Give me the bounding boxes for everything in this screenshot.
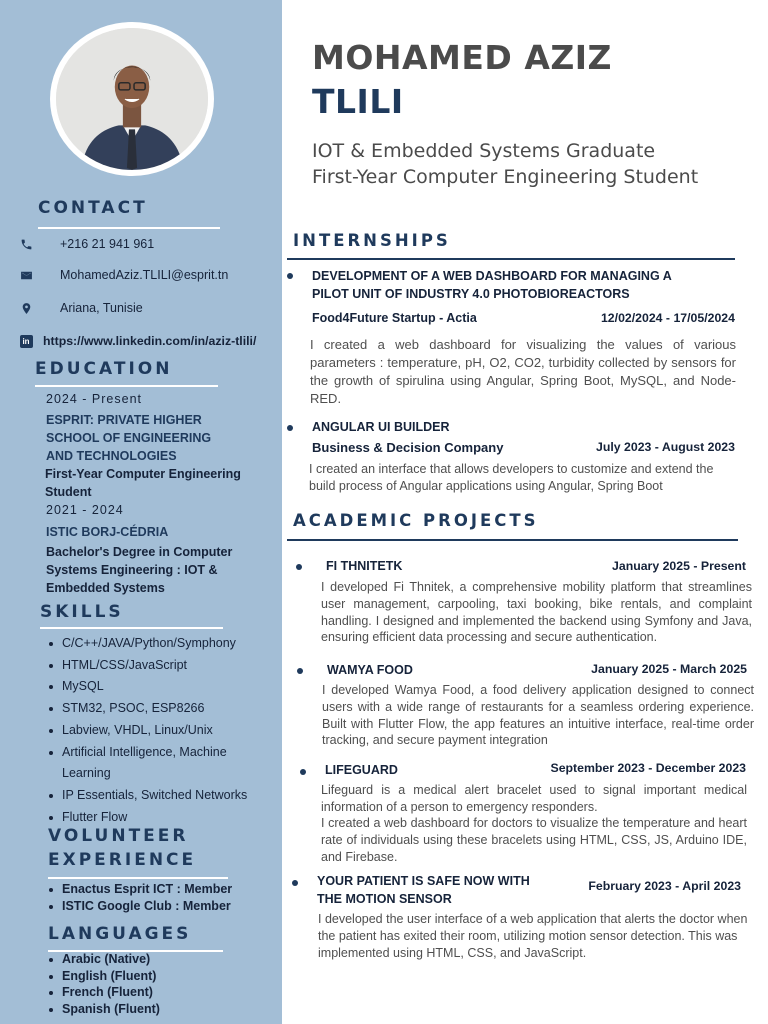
skill-item: Artificial Intelligence, Machine [48,742,273,764]
location-pin-icon [18,300,34,316]
languages-list [48,951,160,1017]
tagline-line-2: First-Year Computer Engineering Student [312,166,699,188]
skills-divider [40,627,223,629]
projects-heading: ACADEMIC PROJECTS [293,511,539,530]
education-period-2: 2021 - 2024 [46,503,124,517]
tagline [312,138,698,190]
email-text: MohamedAziz.TLILI@esprit.tn [60,268,229,282]
internship-2-description: I created an interface that allows developers to customize and extend the build process of Angular applications using Angular, Spring Boot [309,462,714,493]
phone-text: +216 21 941 961 [60,237,155,251]
mail-icon [18,267,34,283]
project-2-dates: January 2025 - March 2025 [591,662,747,676]
language-item: English (Fluent) [48,968,160,985]
volunteer-list [48,881,232,914]
projects-divider [287,539,738,541]
phone-icon [18,236,34,252]
contact-divider [38,227,220,229]
internship-1-description: I created a web dashboard for visualizing the values of various parameters : temperature, pH, O2, CO2, turbidity collected by sensors for the growth of spirulina using Angular, Spring Boot, MySQL, and Node-RED. [310,337,736,406]
internship-1-dates: 12/02/2024 - 17/05/2024 [600,311,735,325]
volunteer-item: ISTIC Google Club : Member [48,898,232,915]
language-item: Arabic (Native) [48,951,160,968]
education-degree-1-line-1: First-Year Computer Engineering [45,467,241,481]
internship-2-dates: July 2023 - August 2023 [596,440,735,454]
skills-heading: SKILLS [40,602,124,622]
linkedin-link[interactable]: https://www.linkedin.com/in/aziz-tlili/ [43,334,257,348]
skill-item: C/C++/JAVA/Python/Symphony [48,633,273,655]
profile-photo [50,22,214,176]
tagline-line-1: IOT & Embedded Systems Graduate [312,140,656,162]
linkedin-icon: in [18,333,34,349]
contact-email[interactable] [18,267,228,283]
first-name: MOHAMED AZIZ [312,38,612,77]
project-4-dates: February 2023 - April 2023 [588,879,741,893]
profile-photo-image [56,28,208,170]
education-divider [35,385,218,387]
skill-item: STM32, PSOC, ESP8266 [48,698,273,720]
education-degree-2-line-1: Bachelor's Degree in Computer [46,545,233,559]
internships-heading: INTERNSHIPS [293,231,451,250]
languages-heading: LANGUAGES [48,924,192,944]
skill-item: IP Essentials, Switched Networks [48,785,273,807]
internship-1-org: Food4Future Startup - Actia [312,311,477,325]
project-4-description: I developed the user interface of a web application that alerts the doctor when the patient has exited their room, utilizing motion sensor detection. This was implemented using HTML, CSS, and JavaScript. [318,912,748,960]
skill-item-continuation: Learning [62,766,111,781]
internship-bullet [287,425,293,431]
project-bullet [292,880,298,886]
education-item-2 [46,523,276,541]
contact-phone[interactable] [18,236,154,252]
project-4-title-line-2: THE MOTION SENSOR [317,892,452,906]
education-degree-1 [45,465,275,501]
skill-item: Flutter Flow [48,807,273,829]
project-1-title: FI THNITETK [326,559,403,573]
sidebar [0,0,282,1024]
contact-location [18,300,143,316]
education-degree-1-line-2: Student [45,485,92,499]
internship-1-title [312,267,742,303]
education-school-2: ISTIC BORJ-CÉDRIA [46,525,169,539]
volunteer-heading-line-1: VOLUNTEER [48,826,189,846]
internship-2-title: ANGULAR UI BUILDER [312,420,450,434]
volunteer-divider [48,877,228,879]
project-4-title [317,872,530,908]
skill-item: Labview, VHDL, Linux/Unix [48,720,273,742]
language-item: Spanish (Fluent) [48,1001,160,1018]
project-2-description: I developed Wamya Food, a food delivery application designed to connect users with a wide range of restaurants for a seamless ordering experience. Built with Flutter Flow, the app features an intuitive interface, real-time order tracking, and secure payment integration [322,683,754,748]
project-4-title-line-1: YOUR PATIENT IS SAFE NOW WITH [317,874,530,888]
internship-2-org: Business & Decision Company [312,440,504,455]
education-school-1-line-2: SCHOOL OF ENGINEERING [46,431,212,445]
project-3-description-1: Lifeguard is a medical alert bracelet used to signal important medical information of a person to emergency responders. [321,783,747,814]
language-item: French (Fluent) [48,984,160,1001]
education-period-1: 2024 - Present [46,392,142,406]
internships-divider [287,258,735,260]
project-bullet [297,668,303,674]
project-3-dates: September 2023 - December 2023 [550,761,746,775]
last-name: TLILI [312,82,404,121]
skill-item: HTML/CSS/JavaScript [48,655,273,677]
project-3-description-2: I created a web dashboard for doctors to visualize the temperature and heart rate of individuals using these bracelets using HTML, CSS, JS, Arduino IDE, and Firebase. [321,816,747,864]
education-degree-2-line-3: Embedded Systems [46,581,165,595]
internship-1-title-line-2: PILOT UNIT OF INDUSTRY 4.0 PHOTOBIOREACTORS [312,287,630,301]
education-item-1 [46,411,276,465]
skills-list [48,633,273,828]
contact-heading: CONTACT [38,198,148,218]
internship-1-title-line-1: DEVELOPMENT OF A WEB DASHBOARD FOR MANAGING A [312,269,672,283]
project-bullet [296,564,302,570]
contact-linkedin[interactable] [18,333,256,349]
internship-bullet [287,273,293,279]
project-bullet [300,769,306,775]
education-heading: EDUCATION [35,359,173,379]
project-1-dates: January 2025 - Present [612,559,746,573]
project-2-title: WAMYA FOOD [327,663,413,677]
education-school-1-line-1: ESPRIT: PRIVATE HIGHER [46,413,202,427]
education-degree-2 [46,543,276,597]
education-school-1-line-3: AND TECHNOLOGIES [46,449,177,463]
volunteer-item: Enactus Esprit ICT : Member [48,881,232,898]
skill-item: MySQL [48,676,273,698]
location-text: Ariana, Tunisie [60,301,143,315]
project-1-description: I developed Fi Thnitek, a comprehensive mobility platform that streamlines user management, carpooling, taxi booking, bike rentals, and complaint handling. I designed and implemented the backend using Symfony and Java, ensuring efficient data processing and secure authentication. [321,580,752,645]
volunteer-heading-line-2: EXPERIENCE [48,850,197,870]
education-degree-2-line-2: Systems Engineering : IOT & [46,563,218,577]
project-3-title: LIFEGUARD [325,763,398,777]
